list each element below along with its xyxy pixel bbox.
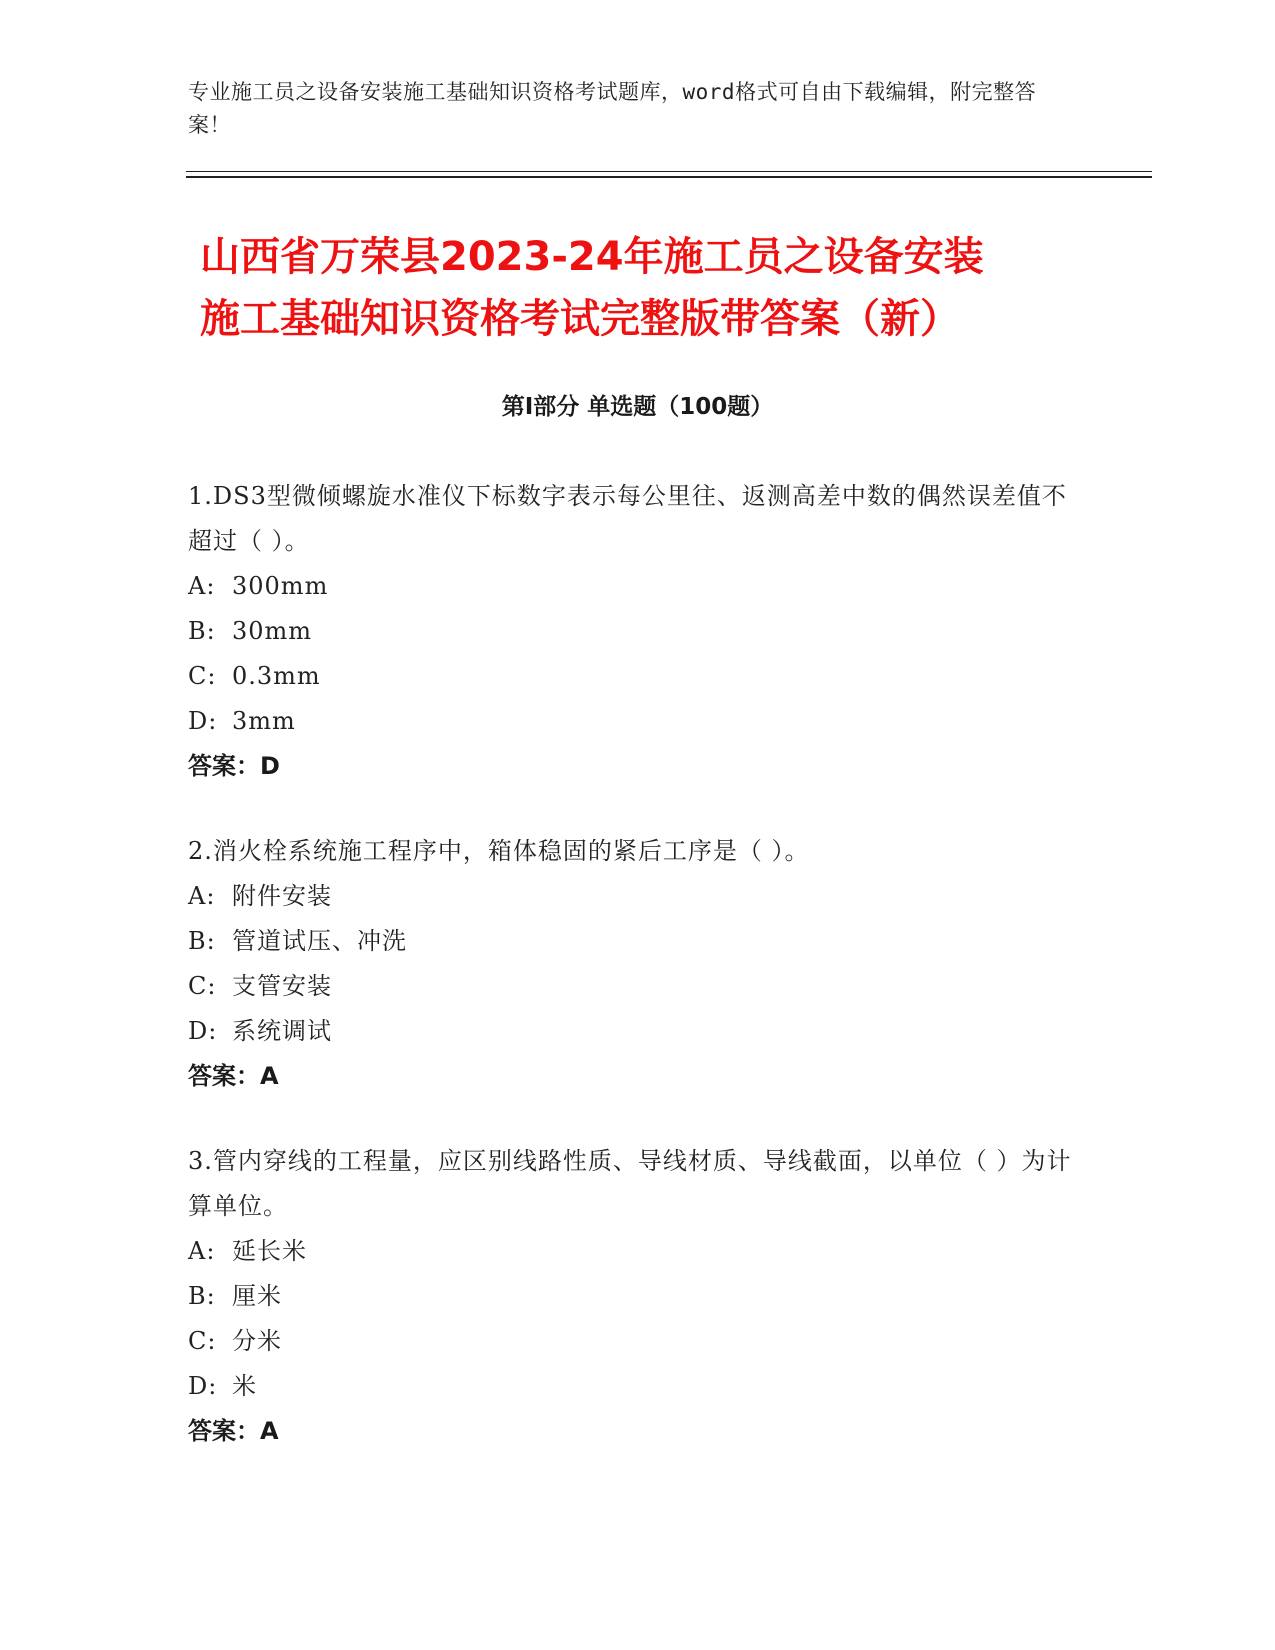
option-label: B: bbox=[188, 927, 216, 955]
question-3 bbox=[188, 1139, 1088, 1454]
option-label: D: bbox=[188, 1372, 218, 1400]
option-label: B: bbox=[188, 1282, 216, 1310]
option-text: 米 bbox=[232, 1372, 257, 1400]
option-label: A: bbox=[188, 572, 216, 600]
title-line-1: 山西省万荣县2023-24年施工员之设备安装 bbox=[200, 234, 984, 280]
option-text: 附件安装 bbox=[232, 882, 332, 910]
option-text: 300mm bbox=[232, 572, 329, 600]
option-text: 3mm bbox=[232, 707, 296, 735]
option-a bbox=[188, 564, 1088, 609]
option-c bbox=[188, 964, 1088, 1009]
question-stem: 1.DS3型微倾螺旋水准仪下标数字表示每公里往、返测高差中数的偶然误差值不超过（ ）。 bbox=[188, 482, 1067, 555]
option-text: 厘米 bbox=[232, 1282, 282, 1310]
option-label: C: bbox=[188, 662, 217, 690]
header-divider-thin bbox=[186, 171, 1152, 172]
option-text: 0.3mm bbox=[232, 662, 321, 690]
option-label: C: bbox=[188, 1327, 217, 1355]
option-label: A: bbox=[188, 1237, 216, 1265]
question-1 bbox=[188, 474, 1088, 789]
question-stem: 3.管内穿线的工程量，应区别线路性质、导线材质、导线截面，以单位（ ）为计算单位。 bbox=[188, 1147, 1072, 1220]
option-a bbox=[188, 874, 1088, 919]
option-text: 支管安装 bbox=[232, 972, 332, 1000]
question-stem: 2.消火栓系统施工程序中，箱体稳固的紧后工序是（ ）。 bbox=[188, 837, 810, 865]
answer-line bbox=[188, 744, 1088, 789]
header-divider-thick bbox=[186, 176, 1152, 178]
answer-line bbox=[188, 1054, 1088, 1099]
title-line-2: 施工基础知识资格考试完整版带答案（新） bbox=[200, 296, 960, 342]
option-b bbox=[188, 919, 1088, 964]
answer-value: A bbox=[260, 1417, 279, 1445]
option-text: 管道试压、冲洗 bbox=[232, 927, 407, 955]
answer-prefix: 答案： bbox=[188, 752, 260, 780]
option-c bbox=[188, 1319, 1088, 1364]
answer-prefix: 答案： bbox=[188, 1417, 260, 1445]
answer-value: D bbox=[260, 752, 280, 780]
option-text: 系统调试 bbox=[232, 1017, 332, 1045]
option-text: 分米 bbox=[232, 1327, 282, 1355]
question-list bbox=[188, 474, 1088, 1494]
option-label: C: bbox=[188, 972, 217, 1000]
option-text: 30mm bbox=[232, 617, 313, 645]
option-label: D: bbox=[188, 707, 218, 735]
option-label: D: bbox=[188, 1017, 218, 1045]
section-heading: 第Ⅰ部分 单选题（100题） bbox=[501, 394, 774, 420]
option-d bbox=[188, 699, 1088, 744]
option-b bbox=[188, 1274, 1088, 1319]
option-b bbox=[188, 609, 1088, 654]
document-title bbox=[200, 226, 1120, 350]
answer-line bbox=[188, 1409, 1088, 1454]
option-label: B: bbox=[188, 617, 216, 645]
option-d bbox=[188, 1009, 1088, 1054]
answer-prefix: 答案： bbox=[188, 1062, 260, 1090]
option-d bbox=[188, 1364, 1088, 1409]
answer-value: A bbox=[260, 1062, 279, 1090]
question-2 bbox=[188, 829, 1088, 1099]
option-label: A: bbox=[188, 882, 216, 910]
header-note: 专业施工员之设备安装施工基础知识资格考试题库，word格式可自由下载编辑，附完整答案！ bbox=[188, 80, 1037, 137]
option-a bbox=[188, 1229, 1088, 1274]
option-c bbox=[188, 654, 1088, 699]
option-text: 延长米 bbox=[232, 1237, 307, 1265]
